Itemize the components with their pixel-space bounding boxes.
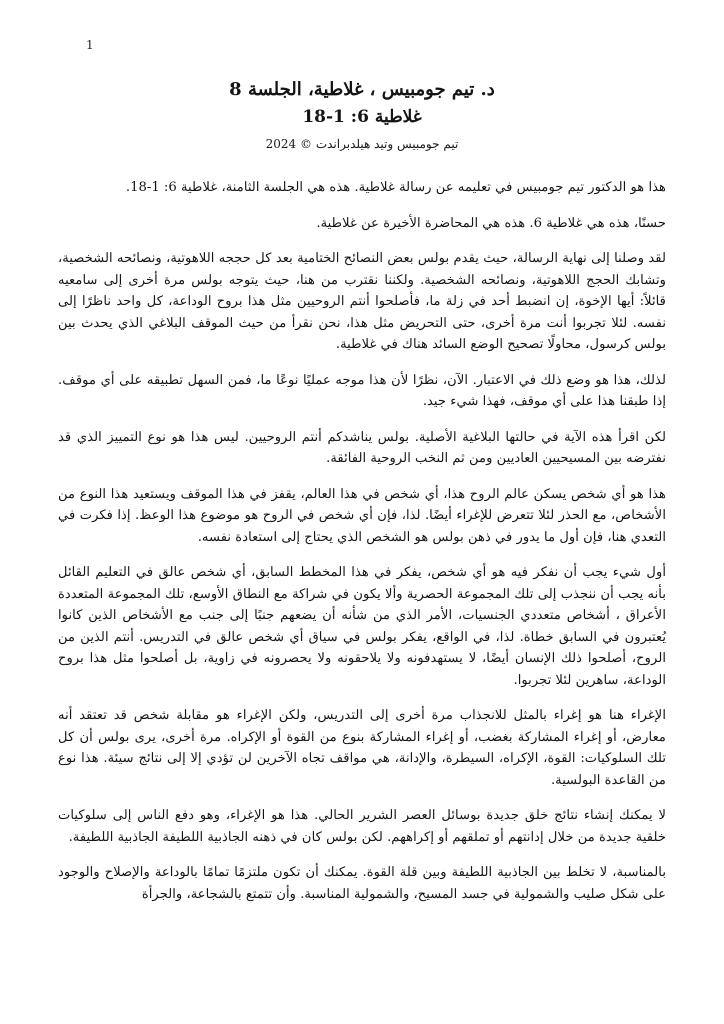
paragraph: هذا هو الدكتور تيم جومبيس في تعليمه عن رسالة غلاطية. هذه هي الجلسة الثامنة، غلاطية 6: 1-18. [125,180,666,196]
paragraph: لا يمكنك إنشاء نتائج خلق جديدة بوسائل العصر الشرير الحالي. هذا هو الإغراء، وهو دفع الناس إلى سلوكيات خلقية جديدة من خلال إدانتهم أو تملقهم أو إكراههم. لكن بولس كان في ذهنه الجاذبية اللطيفة الجاذبية اللطيفة. [58,808,666,845]
paragraph: أول شيء يجب أن نفكر فيه هو أي شخص، يفكر في هذا المخطط السابق، أي شخص عالق في التعليم القائل بأنه يجب أن ننجذب إلى تلك المجموعة الحصرية وألا يكون في شراكة مع النطاق الأوسع، تلك المجموعة المتعددة الأعراق ، أشخاص متعددي الجنسيات، الأمر الذي من شأنه أن يضعهم جنبًا إلى جنب مع الأشخاص الذين كانوا يُعتبرون في السابق خطاة. لذا، في الواقع، يفكر بولس في سياق أي شخص عالق في التدريس. أنتم الذين من الروح، أصلحوا ذلك الإنسان أيضًا، لا يستهدفونه ولا يلاحقونه ولا يحصرونه في زاوية، بل أصلحوا مثل هذا بروح الوداعة، ساهرين لئلا تجربوا. [58,565,666,688]
paragraph: حسنًا، هذه هي غلاطية 6. هذه هي المحاضرة الأخيرة عن غلاطية. [316,215,666,231]
paragraph: لقد وصلنا إلى نهاية الرسالة، حيث يقدم بولس بعض النصائح الختامية بعد كل حججه اللاهوتية، ونصائحه الشخصية، وتشابك الحجج اللاهوتية، ونصائحه الشخصية. ولكننا نقترب من هنا، حيث يتوجه بولس مرة أخرى إلى سامعيه قائلاً: أيها الإخوة، إن انضبط أحد في زلة ما، فأصلحوا أنتم الروحيين مثل هذا بروح الوداعة، كل واحد ناظرًا إلى نفسه. لئلا تجربوا أنت مرة أخرى، حتى التحريض مثل هذا، نحن نقرأ من حيث الموقف البلاغي الذي يحدث بين بولس كرسول، محاولًا تصحيح الوضع السائد هناك في غلاطية. [58,251,666,353]
paragraph: الإغراء هنا هو إغراء بالمثل للانجذاب مرة أخرى إلى التدريس، ولكن الإغراء هو مقابلة شخص قد تعتقد أنه معارض، أو إغراء المشاركة بغضب، أو إغراء المشاركة بنوع من القوة أو الإكراه. مرة أخرى، يرى بولس أن كل تلك السلوكيات: القوة، الإكراه، السيطرة، والإدانة، هي مواقف تجاه الآخرين لن تؤدي إلا إلى نتائج سيئة. هذا نوع من القاعدة البولسية. [58,708,666,788]
document-header [58,78,666,151]
paragraph: بالمناسبة، لا تخلط بين الجاذبية اللطيفة وبين قلة القوة. يمكنك أن تكون ملتزمًا تمامًا بالوداعة والإصلاح والوجود على شكل صليب والشمولية في جسد المسيح، والشمولية المناسبة. وأن تتمتع بالشجاعة، والجرأة [58,865,666,902]
copyright-line: تيم جومبيس وتيد هيلدبراندت © 2024 [265,137,459,152]
paragraph: هذا هو أي شخص يسكن عالم الروح هذا، أي شخص في هذا العالم، يقفز في هذا الموقف ويستعيد هذا النوع من الأشخاص، مع الحذر لئلا تتعرض للإغراء أيضًا. لذا، فإن أي شخص في الروح هو موضوع هذا الوعظ. إذا فكرت في التعدي هنا، فإن أول ما يدور في ذهن بولس هو الشخص الذي يحتاج إلى استعادة نفسه. [58,486,666,545]
paragraph: لكن اقرأ هذه الآية في حالتها البلاغية الأصلية. بولس يناشدكم أنتم الروحيين. ليس هذا هو نوع التمييز الذي قد نفترضه بين المسيحيين العاديين ومن ثم النخب الروحية الفائقة. [58,429,666,467]
document-subtitle: غلاطية 6: 1-18 [302,107,422,128]
document-title: د. تيم جومبيس ، غلاطية، الجلسة 8 [229,79,495,100]
paragraph: لذلك، هذا هو وضع ذلك في الاعتبار. الآن، نظرًا لأن هذا موجه عمليًا نوعًا ما، فمن السهل تطبيقه على أي موقف. إذا طبقنا هذا على أي موقف، فهذا شيء جيد. [58,372,666,410]
document-body [58,177,666,905]
page-number: 1 [86,38,94,52]
